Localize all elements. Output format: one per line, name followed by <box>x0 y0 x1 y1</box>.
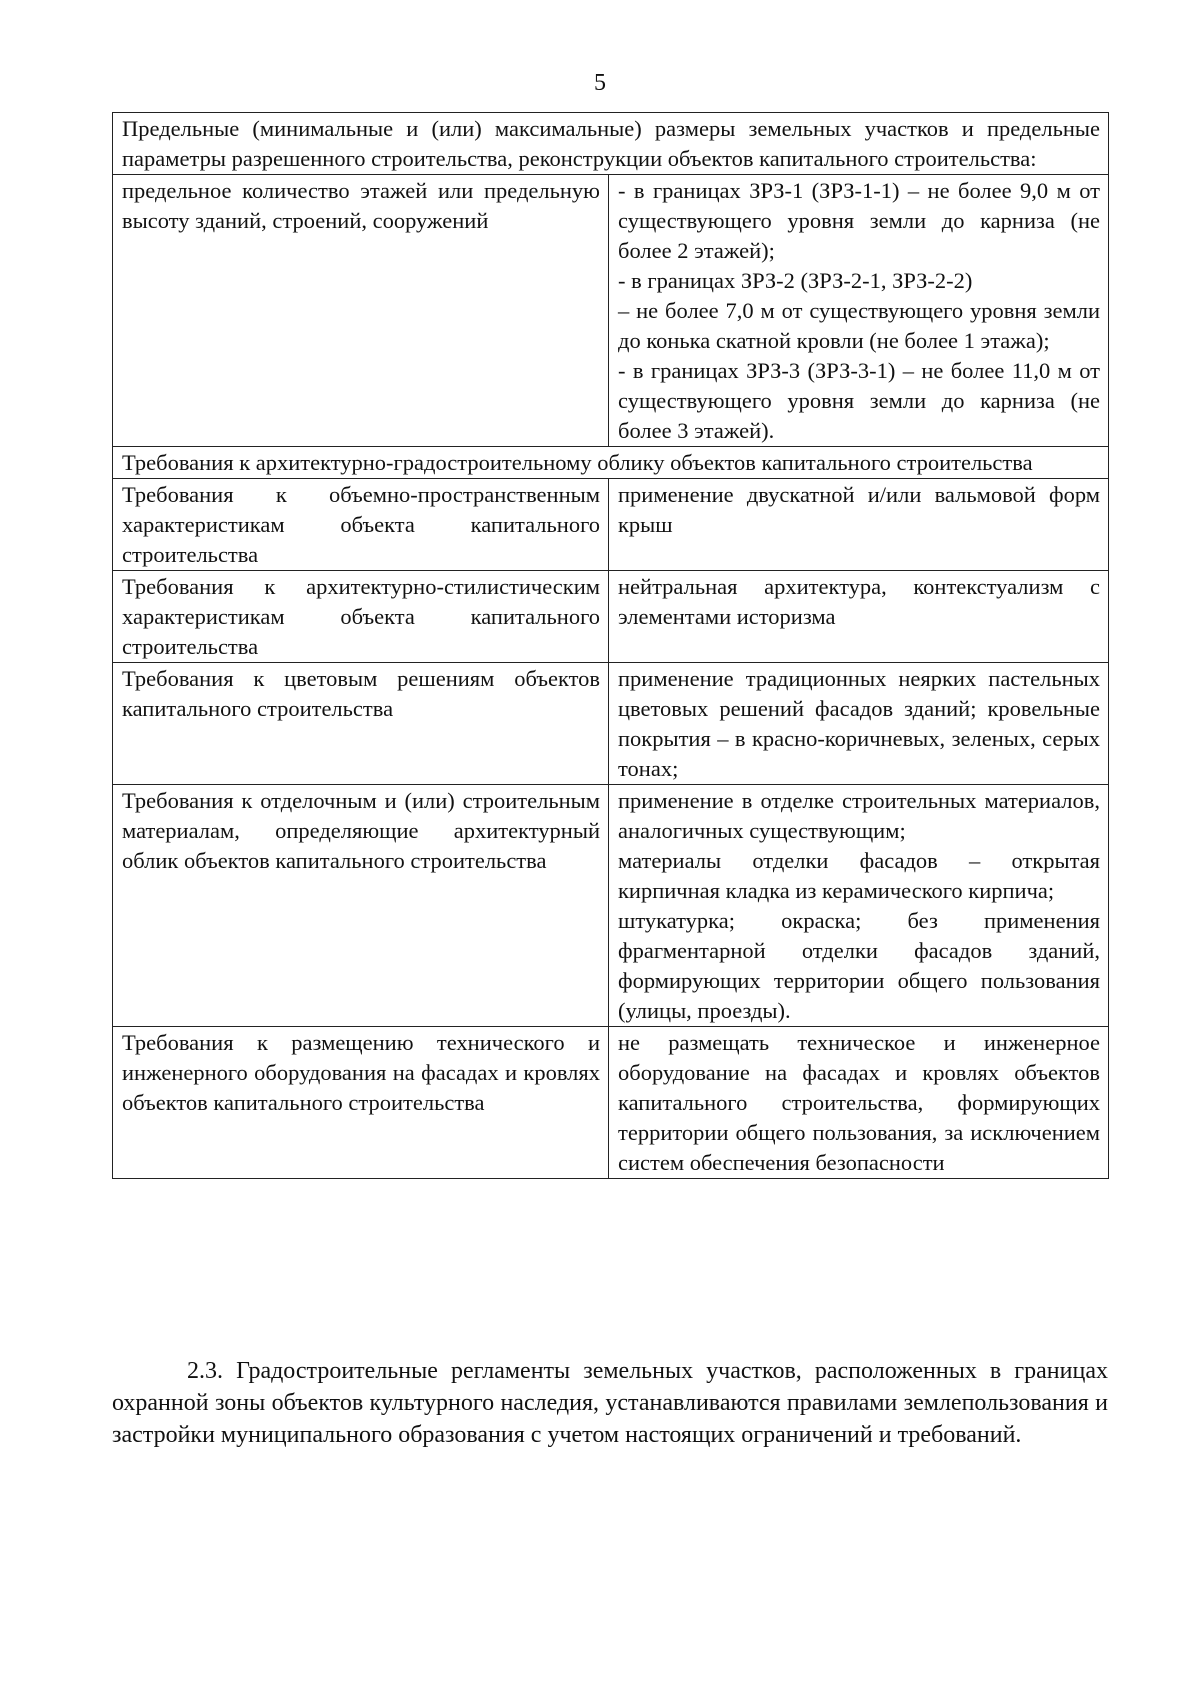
table-row-header-limits <box>113 113 1109 175</box>
header-architecture: Требования к архитектурно-градостроительному облику объектов капитального строительства <box>113 447 1109 479</box>
row-label: Требования к архитектурно-стилистическим характеристикам объекта капитального строительства <box>113 571 609 663</box>
section-paragraph-2-3: 2.3. Градостроительные регламенты земельных участков, расположенных в границах охранной зоны объектов культурного наследия, устанавливаются правилами землепользования и застройки муниципального образования с учетом настоящих ограничений и требований. <box>112 1358 1108 1448</box>
table-row-floors <box>113 175 1109 447</box>
row-value-line: нейтральная архитектура, контекстуализм с элементами историзма <box>618 574 1101 629</box>
header-limits: Предельные (минимальные и (или) максимальные) размеры земельных участков и предельные параметры разрешенного строительства, реконструкции объектов капитального строительства: <box>113 113 1109 175</box>
row-label: Требования к отделочным и (или) строительным материалам, определяющие архитектурный облик объектов капитального строительства <box>113 785 609 1027</box>
regulations-table <box>112 112 1109 1179</box>
row-value <box>609 479 1109 571</box>
table-row-header-architecture <box>113 447 1109 479</box>
floors-value-line: - в границах ЗРЗ-1 (ЗРЗ-1-1) – не более 9,0 м от существующего уровня земли до карниза (не более 2 этажей); <box>618 178 1101 263</box>
row-value-line: не размещать техническое и инженерное оборудование на фасадах и кровлях объектов капитального строительства, формирующих территории общего пользования, за исключением систем обеспечения безопасности <box>618 1030 1101 1175</box>
table-row <box>113 571 1109 663</box>
row-label: Требования к цветовым решениям объектов капитального строительства <box>113 663 609 785</box>
row-value <box>609 663 1109 785</box>
floors-value <box>609 175 1109 447</box>
table-row <box>113 479 1109 571</box>
floors-value-line: - в границах ЗРЗ-3 (ЗРЗ-3-1) – не более 11,0 м от существующего уровня земли до карниза (не более 3 этажей). <box>618 358 1101 443</box>
table-row <box>113 1027 1109 1179</box>
table-row <box>113 785 1109 1027</box>
row-value-line: применение в отделке строительных материалов, аналогичных существующим; <box>618 788 1101 843</box>
row-label: Требования к объемно-пространственным характеристикам объекта капитального строительства <box>113 479 609 571</box>
floors-label: предельное количество этажей или предельную высоту зданий, строений, сооружений <box>113 175 609 447</box>
floors-value-line: – не более 7,0 м от существующего уровня земли до конька скатной кровли (не более 1 этажа); <box>618 298 1101 353</box>
row-value-line: применение традиционных неярких пастельных цветовых решений фасадов зданий; кровельные покрытия – в красно-коричневых, зеленых, серых тонах; <box>618 666 1101 781</box>
row-value-line: применение двускатной и/или вальмовой форм крыш <box>618 482 1101 537</box>
page-number: 5 <box>594 70 606 96</box>
row-value <box>609 1027 1109 1179</box>
row-value <box>609 571 1109 663</box>
row-value-line: материалы отделки фасадов – открытая кирпичная кладка из керамического кирпича; <box>618 848 1101 903</box>
row-value-line: штукатурка; окраска; без применения фрагментарной отделки фасадов зданий, формирующих территории общего пользования (улицы, проезды). <box>618 908 1101 1023</box>
row-label: Требования к размещению технического и инженерного оборудования на фасадах и кровлях объектов капитального строительства <box>113 1027 609 1179</box>
row-value <box>609 785 1109 1027</box>
floors-value-line: - в границах ЗРЗ-2 (ЗРЗ-2-1, ЗРЗ-2-2) <box>618 268 973 293</box>
table-row <box>113 663 1109 785</box>
